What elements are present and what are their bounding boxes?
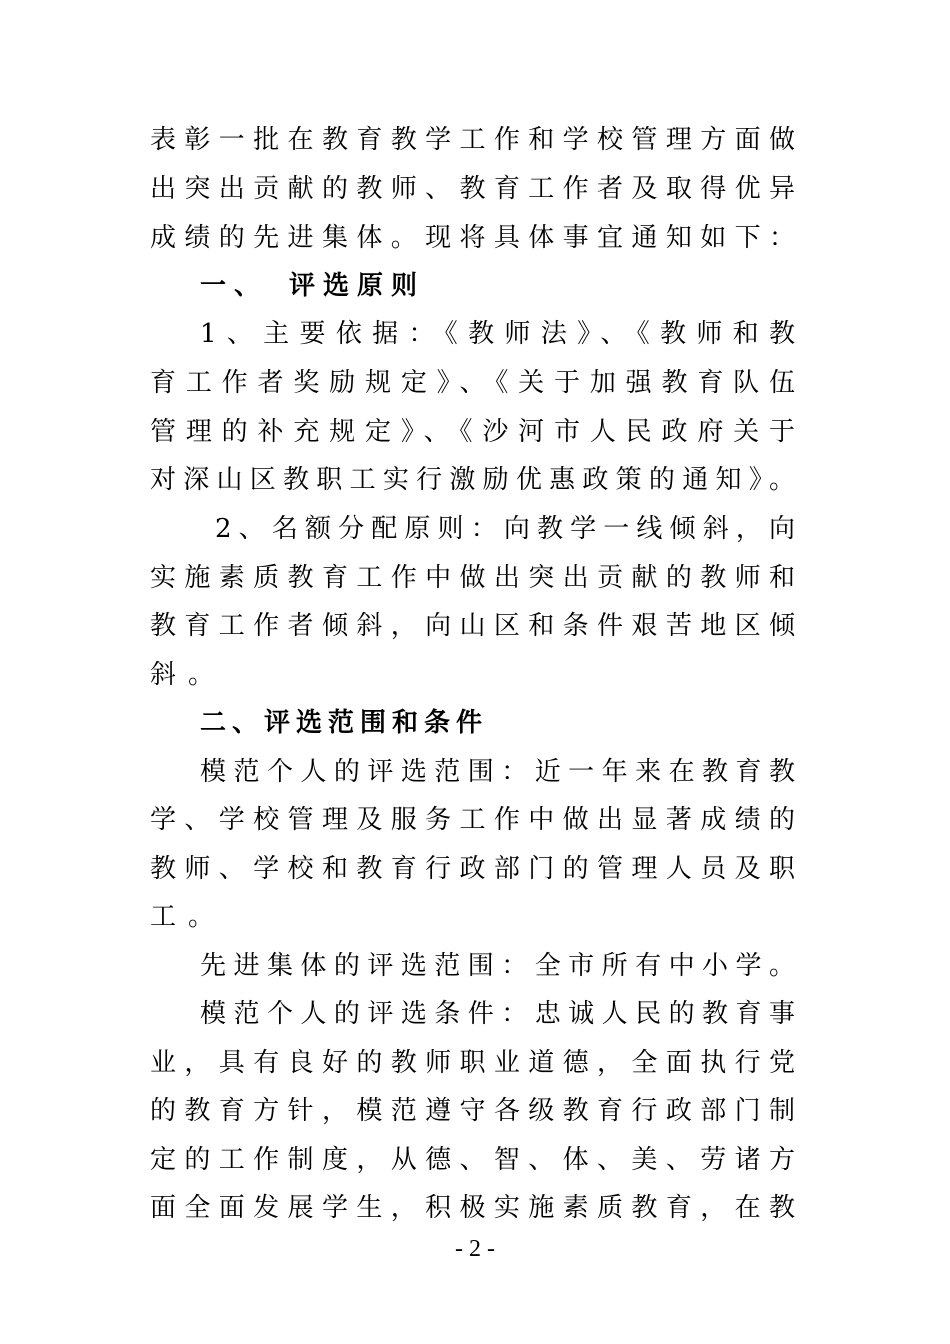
body-line: 模范个人的评选范围：近一年来在教育教 (200, 757, 795, 787)
body-line: 定的工作制度，从德、智、体、美、劳诸方 (150, 1145, 795, 1175)
section-heading-1: 一、 评选原则 (200, 271, 426, 301)
body-line: 成绩的先进集体。现将具体事宜通知如下： (150, 223, 795, 253)
body-line: 2、名额分配原则：向教学一线倾斜，向 (215, 514, 795, 544)
page-number: - 2 - (455, 1236, 495, 1262)
body-line: 实施素质教育工作中做出突出贡献的教师和 (150, 563, 795, 593)
body-line: 先进集体的评选范围：全市所有中小学。 (200, 951, 795, 981)
body-line: 教育工作者倾斜，向山区和条件艰苦地区倾 (150, 611, 795, 641)
body-line: 育工作者奖励规定》、《关于加强教育队伍 (150, 368, 795, 398)
body-line: 对深山区教职工实行激励优惠政策的通知》。 (150, 465, 795, 495)
body-line: 表彰一批在教育教学工作和学校管理方面做 (150, 125, 795, 155)
body-line: 学、学校管理及服务工作中做出显著成绩的 (150, 805, 795, 835)
body-line: 教师、学校和教育行政部门的管理人员及职 (150, 854, 795, 884)
body-line: 出突出贡献的教师、教育工作者及取得优异 (150, 174, 795, 204)
body-line: 业，具有良好的教师职业道德，全面执行党 (150, 1048, 795, 1078)
section-heading-2: 二、评选范围和条件 (200, 708, 489, 738)
body-line: 模范个人的评选条件：忠诚人民的教育事 (200, 999, 795, 1029)
body-line: 的教育方针，模范遵守各级教育行政部门制 (150, 1096, 795, 1126)
body-line: 管理的补充规定》、《沙河市人民政府关于 (150, 417, 795, 447)
body-line: 工。 (150, 902, 227, 932)
body-line: 面全面发展学生，积极实施素质教育，在教 (150, 1193, 795, 1223)
body-line: 1、主要依据：《教师法》、《教师和教 (200, 319, 795, 349)
body-line: 斜。 (150, 660, 227, 690)
